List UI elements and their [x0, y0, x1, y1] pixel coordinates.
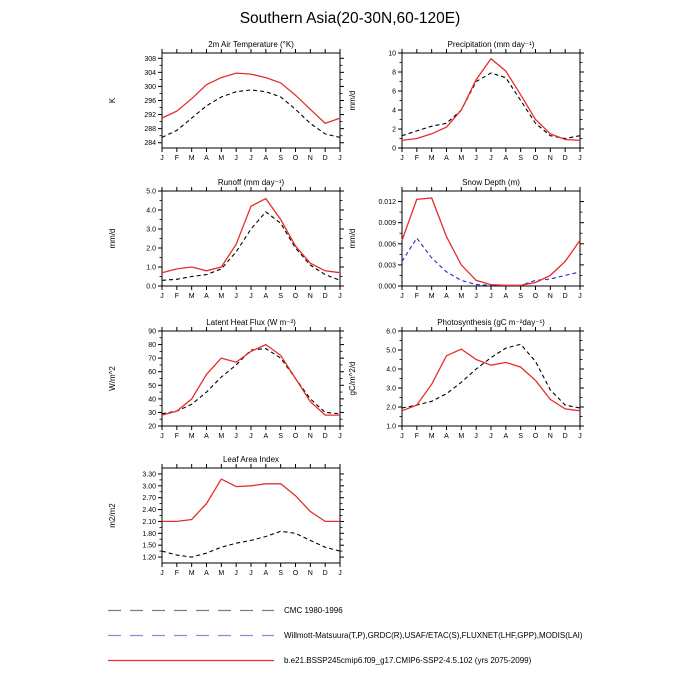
chart-svg-runoff	[100, 176, 350, 312]
svg-text:M: M	[218, 293, 225, 300]
svg-text:1.20: 1.20	[142, 554, 156, 562]
svg-text:J: J	[474, 293, 478, 300]
svg-text:3.0: 3.0	[386, 385, 396, 393]
svg-text:J: J	[249, 155, 253, 162]
legend-line-model	[106, 656, 276, 665]
svg-text:1.80: 1.80	[142, 530, 156, 538]
svg-text:J: J	[489, 433, 493, 440]
chart-runoff	[100, 176, 350, 312]
svg-text:A: A	[444, 155, 449, 162]
legend-line-obs	[106, 631, 276, 640]
svg-text:mm/d: mm/d	[108, 228, 117, 249]
svg-text:4.0: 4.0	[386, 366, 396, 374]
series-line-leaf-area-index-0	[162, 531, 340, 557]
chart-svg-leaf-area-index	[100, 453, 350, 589]
svg-text:O: O	[532, 433, 539, 440]
svg-text:O: O	[292, 155, 299, 162]
svg-text:N: N	[547, 293, 553, 300]
legend-item-cmc	[106, 598, 666, 623]
svg-text:0.0: 0.0	[146, 283, 156, 291]
svg-text:N: N	[307, 293, 313, 300]
series-line-leaf-area-index-1	[162, 479, 340, 521]
chart-leaf-area-index	[100, 453, 350, 589]
svg-text:mm/d: mm/d	[348, 90, 357, 111]
svg-text:2m Air Temperature (°K): 2m Air Temperature (°K)	[208, 40, 294, 49]
svg-text:A: A	[204, 570, 209, 577]
svg-text:J: J	[249, 433, 253, 440]
chart-svg-latent-heat-flux	[100, 316, 350, 452]
svg-text:J: J	[578, 433, 582, 440]
svg-text:A: A	[503, 155, 509, 162]
svg-text:6: 6	[392, 88, 396, 96]
svg-text:D: D	[562, 293, 568, 300]
svg-text:N: N	[547, 433, 553, 440]
svg-text:O: O	[292, 293, 299, 300]
svg-text:Runoff (mm day⁻¹): Runoff (mm day⁻¹)	[217, 178, 285, 187]
svg-text:N: N	[307, 155, 313, 162]
svg-text:296: 296	[144, 98, 156, 105]
svg-text:K: K	[108, 97, 117, 104]
series-line-latent-heat-flux-1	[162, 345, 340, 416]
svg-text:J: J	[338, 293, 342, 300]
svg-text:J: J	[474, 155, 478, 162]
svg-text:D: D	[562, 433, 568, 440]
svg-text:M: M	[188, 433, 195, 440]
svg-text:A: A	[444, 293, 449, 300]
svg-text:A: A	[263, 433, 269, 440]
svg-text:O: O	[532, 293, 539, 300]
svg-text:J: J	[234, 293, 238, 300]
svg-text:0: 0	[392, 145, 396, 153]
svg-text:300: 300	[144, 83, 156, 91]
legend-label-model: b.e21.BSSP245cmip6.f09_g17.CMIP6-SSP2-4.5.102 (yrs 2075-2099)	[284, 656, 532, 665]
svg-text:J: J	[249, 293, 253, 300]
svg-text:gC/m^2/d: gC/m^2/d	[348, 361, 357, 396]
svg-text:50: 50	[148, 382, 156, 390]
svg-text:M: M	[218, 570, 225, 577]
svg-text:A: A	[503, 433, 509, 440]
svg-text:M: M	[428, 155, 435, 162]
svg-text:3.30: 3.30	[142, 471, 156, 479]
svg-text:2.10: 2.10	[142, 518, 156, 526]
svg-text:J: J	[160, 570, 164, 577]
chart-svg-air-temperature	[100, 38, 350, 174]
chart-precipitation	[340, 38, 590, 174]
svg-text:80: 80	[148, 342, 156, 350]
chart-latent-heat-flux	[100, 316, 350, 452]
svg-text:60: 60	[148, 369, 156, 377]
series-line-runoff-0	[162, 212, 340, 280]
svg-text:M: M	[428, 293, 435, 300]
chart-2m-air-temperature	[100, 38, 350, 174]
svg-text:4.0: 4.0	[146, 207, 156, 215]
svg-text:F: F	[414, 293, 419, 300]
svg-text:S: S	[518, 155, 524, 162]
svg-text:D: D	[562, 155, 568, 162]
svg-text:70: 70	[148, 355, 156, 363]
svg-text:J: J	[160, 293, 164, 300]
svg-text:W/m^2: W/m^2	[108, 366, 117, 391]
series-line-snow-depth-1	[402, 198, 580, 285]
svg-text:J: J	[338, 570, 342, 577]
svg-text:M: M	[458, 155, 465, 162]
svg-text:M: M	[188, 155, 195, 162]
svg-text:m2/m2: m2/m2	[108, 503, 117, 528]
series-line-precipitation-1	[402, 59, 580, 141]
svg-text:D: D	[322, 570, 328, 577]
svg-text:J: J	[160, 433, 164, 440]
chart-svg-snow-depth	[340, 176, 590, 312]
legend-line-cmc	[106, 606, 276, 615]
svg-text:Snow Depth (m): Snow Depth (m)	[462, 178, 520, 187]
svg-text:0.000: 0.000	[378, 283, 396, 291]
svg-text:J: J	[234, 570, 238, 577]
svg-text:J: J	[160, 155, 164, 162]
svg-text:O: O	[292, 433, 299, 440]
svg-text:A: A	[204, 433, 209, 440]
svg-text:F: F	[414, 433, 419, 440]
svg-text:A: A	[263, 570, 269, 577]
svg-text:1.50: 1.50	[142, 542, 156, 550]
svg-text:2.0: 2.0	[386, 404, 396, 412]
svg-text:A: A	[204, 293, 209, 300]
series-line-photosynthesis-1	[402, 349, 580, 411]
legend-label-obs: Willmott-Matsuura(T,P),GRDC(R),USAF/ETAC(S),FLUXNET(LHF,GPP),MODIS(LAI)	[284, 631, 583, 640]
svg-text:S: S	[518, 433, 524, 440]
svg-text:O: O	[292, 570, 299, 577]
svg-text:A: A	[503, 293, 509, 300]
svg-text:N: N	[307, 570, 313, 577]
svg-text:10: 10	[388, 50, 396, 58]
svg-text:mm/d: mm/d	[348, 228, 357, 249]
chart-svg-precipitation	[340, 38, 590, 174]
svg-text:90: 90	[148, 328, 156, 336]
svg-text:J: J	[578, 155, 582, 162]
svg-text:5.0: 5.0	[386, 347, 396, 355]
svg-text:D: D	[322, 293, 328, 300]
svg-text:D: D	[322, 155, 328, 162]
svg-text:288: 288	[144, 126, 156, 134]
svg-text:8: 8	[392, 69, 396, 77]
svg-text:2.0: 2.0	[146, 245, 156, 253]
svg-text:F: F	[174, 155, 179, 162]
figure-title: Southern Asia(20-30N,60-120E)	[239, 10, 461, 27]
svg-text:1.0: 1.0	[146, 264, 156, 272]
svg-text:J: J	[234, 433, 238, 440]
svg-text:2.70: 2.70	[142, 495, 156, 503]
svg-text:0.006: 0.006	[378, 241, 396, 249]
svg-text:M: M	[218, 155, 225, 162]
svg-text:F: F	[174, 293, 179, 300]
svg-text:S: S	[278, 570, 284, 577]
svg-text:M: M	[428, 433, 435, 440]
svg-text:S: S	[278, 433, 284, 440]
svg-text:5.0: 5.0	[146, 188, 156, 196]
svg-text:292: 292	[144, 112, 156, 120]
svg-text:M: M	[218, 433, 225, 440]
svg-text:M: M	[188, 293, 195, 300]
svg-text:3.0: 3.0	[146, 226, 156, 234]
svg-text:J: J	[578, 293, 582, 300]
svg-text:3.00: 3.00	[142, 483, 156, 491]
chart-photosynthesis	[340, 316, 590, 452]
chart-svg-photosynthesis	[340, 316, 590, 452]
svg-text:0.009: 0.009	[378, 220, 396, 228]
series-line-snow-depth-0	[402, 238, 580, 285]
svg-text:Leaf Area Index: Leaf Area Index	[222, 455, 280, 464]
svg-text:308: 308	[144, 55, 156, 63]
series-line-precipitation-0	[402, 73, 580, 139]
svg-text:S: S	[278, 155, 284, 162]
svg-text:S: S	[518, 293, 524, 300]
svg-text:F: F	[174, 570, 179, 577]
svg-text:M: M	[458, 433, 465, 440]
svg-text:304: 304	[144, 69, 156, 77]
svg-text:J: J	[489, 293, 493, 300]
svg-text:284: 284	[144, 140, 156, 148]
svg-text:30: 30	[148, 409, 156, 417]
svg-text:J: J	[234, 155, 238, 162]
legend-label-cmc: CMC 1980-1996	[284, 606, 343, 615]
svg-text:0.012: 0.012	[378, 199, 396, 207]
svg-text:M: M	[458, 293, 465, 300]
svg-text:Photosynthesis (gC m⁻²day⁻¹): Photosynthesis (gC m⁻²day⁻¹)	[437, 318, 545, 327]
svg-text:M: M	[188, 570, 195, 577]
svg-text:20: 20	[148, 423, 156, 431]
svg-text:A: A	[263, 155, 269, 162]
svg-text:Latent Heat Flux (W m⁻²): Latent Heat Flux (W m⁻²)	[206, 318, 296, 327]
svg-text:F: F	[174, 433, 179, 440]
svg-text:F: F	[414, 155, 419, 162]
svg-text:2: 2	[392, 126, 396, 134]
svg-text:J: J	[400, 433, 404, 440]
legend	[106, 598, 666, 673]
svg-text:J: J	[489, 155, 493, 162]
svg-text:A: A	[263, 293, 269, 300]
svg-text:2.40: 2.40	[142, 507, 156, 515]
svg-text:A: A	[204, 155, 209, 162]
svg-text:N: N	[307, 433, 313, 440]
svg-text:J: J	[474, 433, 478, 440]
svg-text:Precipitation (mm day⁻¹): Precipitation (mm day⁻¹)	[447, 40, 535, 49]
svg-text:S: S	[278, 293, 284, 300]
series-line-air-temperature-1	[162, 73, 340, 123]
svg-text:J: J	[400, 293, 404, 300]
chart-snow-depth	[340, 176, 590, 312]
svg-text:O: O	[532, 155, 539, 162]
svg-text:J: J	[400, 155, 404, 162]
series-line-air-temperature-0	[162, 90, 340, 137]
svg-text:N: N	[547, 155, 553, 162]
svg-text:40: 40	[148, 396, 156, 404]
svg-text:J: J	[338, 155, 342, 162]
series-line-runoff-1	[162, 199, 340, 273]
legend-item-obs	[106, 623, 666, 648]
svg-text:0.003: 0.003	[378, 262, 396, 270]
svg-text:4: 4	[392, 107, 396, 115]
svg-text:A: A	[444, 433, 449, 440]
svg-text:J: J	[249, 570, 253, 577]
svg-text:D: D	[322, 433, 328, 440]
svg-text:J: J	[338, 433, 342, 440]
series-line-photosynthesis-0	[402, 344, 580, 408]
svg-text:6.0: 6.0	[386, 328, 396, 336]
legend-item-model	[106, 648, 666, 673]
svg-text:1.0: 1.0	[386, 423, 396, 431]
